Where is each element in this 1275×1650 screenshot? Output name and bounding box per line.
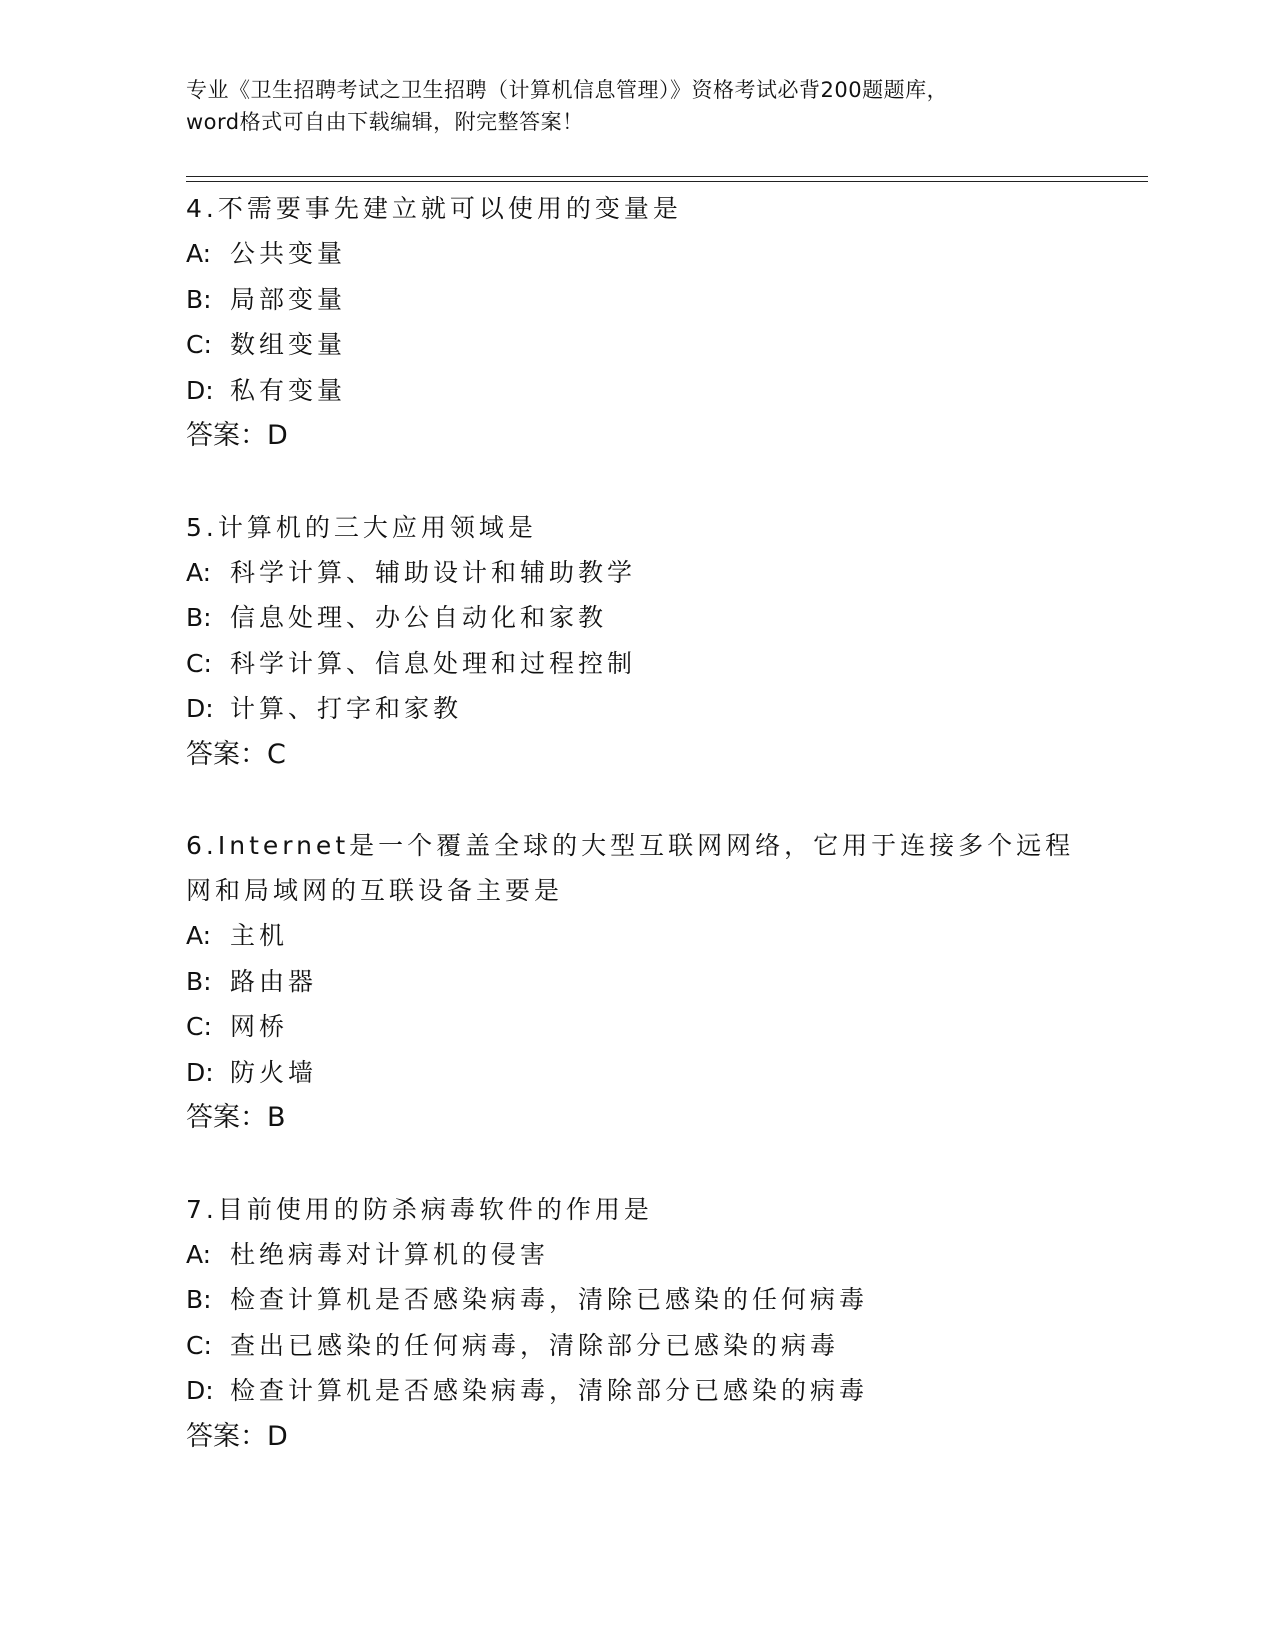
option-d [186, 368, 1106, 414]
question-stem-line-1: 6.Internet是一个覆盖全球的大型互联网网络，它用于连接多个远程 [186, 831, 1075, 860]
header-line-1: 专业《卫生招聘考试之卫生招聘（计算机信息管理）》资格考试必背200题题库， [186, 78, 949, 102]
option-text: 查出已感染的任何病毒，清除部分已感染的病毒 [230, 1330, 840, 1360]
question-stem: 4.不需要事先建立就可以使用的变量是 [186, 194, 682, 223]
option-letter: A: [186, 557, 212, 587]
option-text: 检查计算机是否感染病毒，清除已感染的任何病毒 [230, 1285, 869, 1314]
question-7 [186, 1187, 1106, 1460]
option-d [186, 1368, 1106, 1414]
option-a [186, 913, 1106, 959]
option-letter: D: [186, 694, 214, 723]
option-letter: B: [186, 284, 212, 314]
question-stem: 7.目前使用的防杀病毒软件的作用是 [186, 1194, 653, 1224]
answer: 答案：B [186, 1102, 286, 1133]
option-letter: D: [186, 1376, 214, 1405]
option-text: 科学计算、辅助设计和辅助教学 [230, 557, 637, 587]
option-letter: C: [186, 1012, 212, 1041]
option-letter: A: [186, 239, 212, 268]
option-text: 检查计算机是否感染病毒，清除部分已感染的病毒 [230, 1376, 869, 1405]
option-c [186, 1004, 1106, 1050]
option-a [186, 231, 1106, 277]
option-c [186, 641, 1106, 687]
option-text: 公共变量 [230, 239, 347, 268]
question-6 [186, 823, 1106, 1141]
option-text: 信息处理、办公自动化和家教 [230, 603, 608, 632]
question-stem: 5.计算机的三大应用领域是 [186, 512, 537, 542]
option-text: 计算、打字和家教 [230, 694, 463, 723]
header-line-2: word格式可自由下载编辑，附完整答案！ [186, 110, 584, 134]
option-text: 科学计算、信息处理和过程控制 [230, 648, 637, 678]
question-4 [186, 186, 1106, 459]
answer: 答案：D [186, 1420, 288, 1452]
option-letter: C: [186, 648, 212, 678]
option-c [186, 322, 1106, 368]
option-letter: B: [186, 603, 212, 632]
option-text: 局部变量 [230, 284, 347, 314]
option-text: 网桥 [230, 1012, 289, 1041]
option-letter: D: [186, 375, 214, 405]
option-text: 私有变量 [230, 375, 347, 405]
option-b [186, 1277, 1106, 1323]
option-letter: C: [186, 330, 212, 359]
option-letter: B: [186, 966, 212, 996]
question-stem-line-2: 网和局域网的互联设备主要是 [186, 876, 564, 905]
option-text: 数组变量 [230, 330, 347, 359]
option-a [186, 1232, 1106, 1278]
answer: 答案：D [186, 420, 288, 451]
option-text: 杜绝病毒对计算机的侵害 [230, 1239, 550, 1269]
option-text: 路由器 [230, 966, 318, 996]
option-letter: B: [186, 1285, 212, 1314]
header-divider-bottom [186, 181, 1148, 182]
answer: 答案：C [186, 738, 286, 770]
question-list [186, 186, 1106, 1505]
option-text: 防火墙 [230, 1057, 318, 1087]
option-c [186, 1323, 1106, 1369]
option-b [186, 277, 1106, 323]
option-d [186, 1050, 1106, 1096]
option-letter: A: [186, 1239, 212, 1269]
question-5 [186, 505, 1106, 778]
option-letter: C: [186, 1330, 212, 1360]
option-b [186, 595, 1106, 641]
option-a [186, 550, 1106, 596]
option-d [186, 686, 1106, 732]
option-b [186, 959, 1106, 1005]
option-letter: D: [186, 1057, 214, 1087]
header-divider-top [186, 176, 1148, 177]
option-text: 主机 [230, 921, 289, 950]
option-letter: A: [186, 921, 212, 950]
document-header [186, 74, 1086, 138]
